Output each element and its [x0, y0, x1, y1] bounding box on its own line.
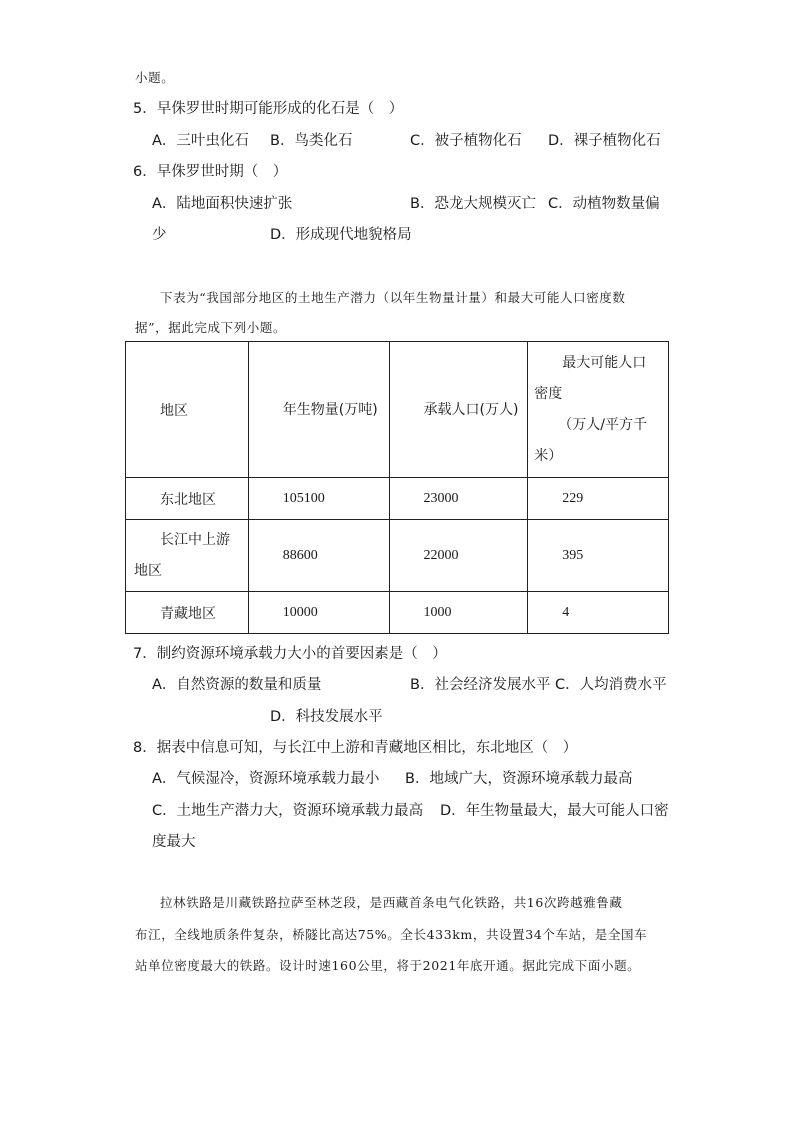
cell-region: 东北地区: [126, 478, 249, 520]
question-8-option-d[interactable]: D．年生物量最大，最大可能人口密: [440, 803, 669, 819]
question-6-option-c[interactable]: C．动植物数量偏: [548, 196, 660, 212]
question-5-option-b[interactable]: B．鸟类化石: [270, 133, 353, 149]
question-7-option-d[interactable]: D．科技发展水平: [270, 709, 383, 725]
table-row: [126, 592, 669, 634]
cell-biomass: 105100: [248, 478, 389, 520]
header-density: 最大可能人口 密度 （万人/平方千 米）: [528, 342, 669, 478]
header-region: 地区: [126, 342, 249, 478]
question-8-option-a[interactable]: A．气候湿冷，资源环境承载力最小: [152, 771, 380, 787]
header-capacity: 承载人口(万人): [389, 342, 528, 478]
question-7-options-b-c[interactable]: B．社会经济发展水平 C．人均消费水平: [410, 677, 667, 693]
cell-density: 395: [528, 520, 669, 592]
cell-density: 4: [528, 592, 669, 634]
cell-capacity: 23000: [389, 478, 528, 520]
passage-line: 拉林铁路是川藏铁路拉萨至林芝段，是西藏首条电气化铁路，共16次跨越雅鲁藏: [160, 895, 623, 910]
cell-biomass: 10000: [248, 592, 389, 634]
question-5-option-d[interactable]: D．裸子植物化石: [548, 133, 661, 149]
passage-line: 下表为“我国部分地区的土地生产潜力（以年生物量计量）和最大可能人口密度数: [160, 290, 626, 305]
header-biomass: 年生物量(万吨): [248, 342, 389, 478]
question-7-option-a[interactable]: A．自然资源的数量和质量: [152, 677, 322, 693]
biomass-population-table: [125, 341, 669, 634]
question-6-option-a[interactable]: A．陆地面积快速扩张: [152, 196, 293, 212]
question-8-option-c[interactable]: C．土地生产潜力大，资源环境承载力最高: [152, 803, 424, 819]
question-8-option-b[interactable]: B．地域广大，资源环境承载力最高: [405, 771, 633, 787]
question-6-option-b[interactable]: B．恐龙大规模灭亡: [410, 196, 536, 212]
cell-region: 青藏地区: [126, 592, 249, 634]
previous-page-fragment: 小题。: [135, 70, 175, 85]
question-8-option-d-continued: 度最大: [152, 834, 196, 850]
question-5-option-a[interactable]: A．三叶虫化石: [152, 133, 249, 149]
question-6-option-d[interactable]: D．形成现代地貌格局: [270, 227, 412, 243]
passage-line: 据”，据此完成下列小题。: [135, 320, 287, 335]
question-6-stem: 6．早侏罗世时期（ ）: [133, 164, 288, 180]
question-8-stem: 8．据表中信息可知，与长江中上游和青藏地区相比，东北地区（ ）: [133, 740, 578, 756]
passage-line: 布江，全线地质条件复杂，桥隧比高达75%。全长433km，共设置34个车站，是全国车: [135, 927, 648, 942]
question-7-stem: 7．制约资源环境承载力大小的首要因素是（ ）: [133, 646, 447, 662]
question-6-option-c-continued: 少: [152, 227, 167, 243]
question-5-stem: 5．早侏罗世时期可能形成的化石是（ ）: [133, 101, 404, 117]
cell-density: 229: [528, 478, 669, 520]
table-header-row: [126, 342, 669, 478]
table-row: [126, 520, 669, 592]
cell-biomass: 88600: [248, 520, 389, 592]
cell-capacity: 1000: [389, 592, 528, 634]
cell-region: 长江中上游 地区: [126, 520, 249, 592]
passage-line: 站单位密度最大的铁路。设计时速160公里，将于2021年底开通。据此完成下面小题。: [135, 958, 641, 973]
cell-capacity: 22000: [389, 520, 528, 592]
question-5-option-c[interactable]: C．被子植物化石: [410, 133, 522, 149]
table-row: [126, 478, 669, 520]
